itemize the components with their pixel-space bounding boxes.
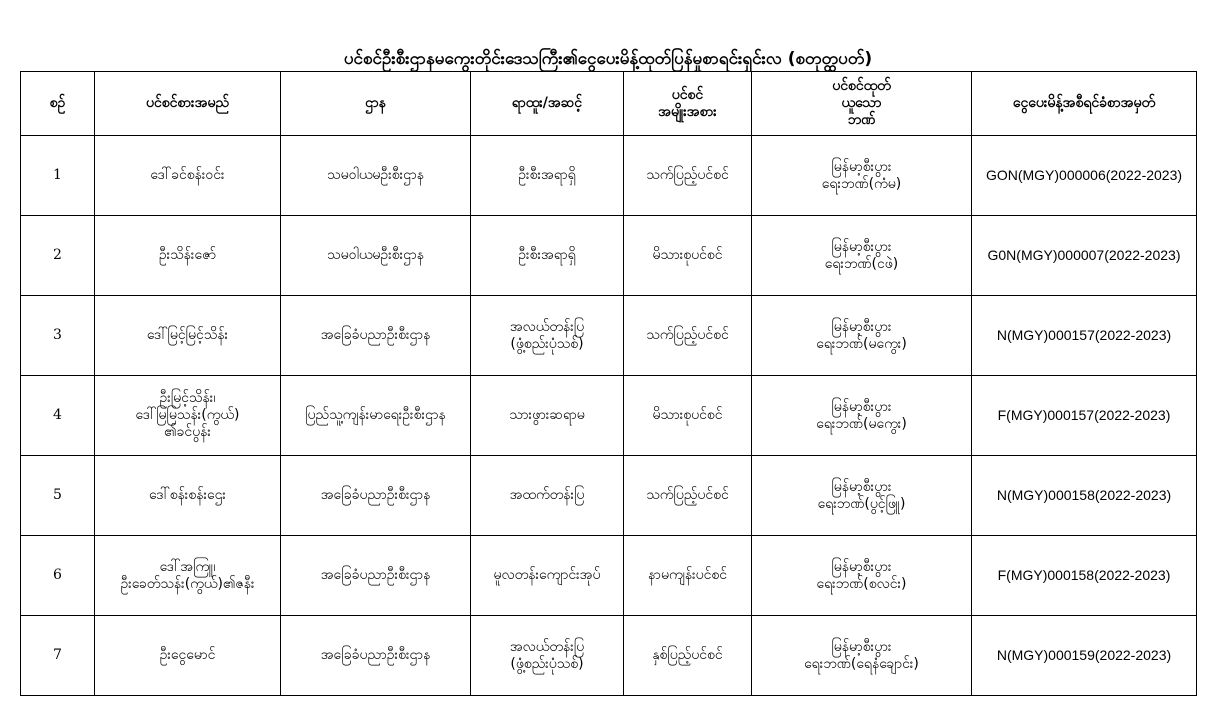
table-row: [21, 136, 1197, 216]
cell-bank-line: ရေးဘဏ်(ရေနံချောင်း): [804, 655, 919, 672]
cell-rank: [471, 456, 624, 536]
cell-name: [95, 456, 281, 536]
cell-rank-line: (ဖွံ့စည်းပုံသစ်): [510, 655, 584, 672]
cell-department: ပြည်သူ့ကျန်းမာရေးဦးစီးဌာန: [281, 376, 471, 456]
cell-name-line: ဦးငွေမောင်: [159, 647, 216, 663]
header-name: [95, 72, 281, 136]
cell-bank-line: ရေးဘဏ်(မကွေး): [816, 415, 907, 432]
cell-bank: [752, 456, 972, 536]
cell-name: [95, 296, 281, 376]
header-department: [281, 72, 471, 136]
cell-name-line: ဒေါ်မြင့်မြင့်သိန်း: [146, 327, 229, 343]
header-label: ပင်စင်ထုတ်: [832, 78, 891, 94]
cell-department: အခြေခံပညာဦးစီးဌာန: [281, 456, 471, 536]
cell-name-line: ဒေါ်ခင်စန်းဝင်း: [150, 167, 225, 183]
cell-no: 1: [21, 136, 95, 216]
cell-bank: [752, 376, 972, 456]
page-title: ပင်စင်ဦးစီးဌာနမကွေးတိုင်းဒေသကြီး၏ငွေပေးမိန့်ထုတ်ပြန်မှုစာရင်းရှင်းလ (စတုတ္ထပတ်): [343, 49, 873, 69]
cell-bank-line: မြန်မာ့စီးပွား: [831, 238, 892, 255]
cell-bank-line: မြန်မာ့စီးပွား: [831, 478, 892, 495]
cell-name: [95, 136, 281, 216]
header-label: ယူသော: [841, 95, 882, 111]
cell-report-code: N(MGY)000159(2022-2023): [972, 616, 1197, 696]
cell-name-line: ဦးသိန်းဇော်: [158, 247, 217, 263]
cell-department: အခြေခံပညာဦးစီးဌာန: [281, 536, 471, 616]
cell-bank-line: မြန်မာ့စီးပွား: [831, 398, 892, 415]
header-bank: [752, 72, 972, 136]
header-label: စဉ်: [49, 95, 66, 111]
cell-name-line: ဦးမြင့်သိန်း၊: [159, 390, 216, 406]
cell-name-line: ဒေါ်စန်းစန်းဌေး: [149, 487, 226, 503]
cell-bank-line: ရေးဘဏ်(မကွေး): [816, 335, 907, 352]
header-label: ဌာန: [365, 95, 386, 111]
cell-name: [95, 216, 281, 296]
header-no: [21, 72, 95, 136]
cell-rank-line: အလယ်တန်းပြ: [509, 318, 585, 335]
cell-no: 3: [21, 296, 95, 376]
header-label: ငွေပေးမိန့်အစီရင်ခံစာအမှတ်: [1012, 95, 1156, 111]
cell-bank: [752, 216, 972, 296]
cell-no: 4: [21, 376, 95, 456]
cell-rank-line: ဦးစီးအရာရှိ: [518, 247, 576, 263]
table-row: [21, 376, 1197, 456]
cell-rank: [471, 376, 624, 456]
cell-rank-line: သားဖွားဆရာမ: [509, 407, 585, 423]
cell-bank: [752, 616, 972, 696]
cell-rank: [471, 216, 624, 296]
cell-bank-line: ရေးဘဏ်(ပွင့်ဖြူ): [817, 495, 906, 512]
cell-bank: [752, 136, 972, 216]
table-header: [21, 72, 1197, 136]
cell-rank: [471, 616, 624, 696]
cell-rank-line: ဦးစီးအရာရှိ: [518, 167, 576, 183]
header-label: ပင်စင်: [671, 86, 704, 103]
cell-bank-line: ရေးဘဏ်(ကံမ): [821, 175, 902, 192]
table-row: [21, 536, 1197, 616]
cell-department: အခြေခံပညာဦးစီးဌာန: [281, 296, 471, 376]
header-label: ပင်စင်စားအမည်: [146, 95, 229, 111]
cell-bank-line: ရေးဘဏ်(ငဖဲ): [824, 255, 899, 272]
cell-no: 2: [21, 216, 95, 296]
cell-name: [95, 536, 281, 616]
cell-report-code: GON(MGY)000006(2022-2023): [972, 136, 1197, 216]
header-label: ဘဏ်: [847, 112, 876, 128]
cell-department: အခြေခံပညာဦးစီးဌာန: [281, 616, 471, 696]
header-row: [21, 72, 1197, 136]
cell-name-line: ဦးခေတ်သန်း(ကွယ်)၏ဇနီး: [120, 575, 255, 592]
cell-rank-line: မူလတန်းကျောင်းအုပ်: [493, 567, 601, 583]
cell-pension-type: မိသားစုပင်စင်: [624, 216, 752, 296]
cell-pension-type: နှစ်ပြည့်ပင်စင်: [624, 616, 752, 696]
cell-report-code: N(MGY)000158(2022-2023): [972, 456, 1197, 536]
cell-pension-type: သက်ပြည့်ပင်စင်: [624, 136, 752, 216]
header-report-code: [972, 72, 1197, 136]
cell-bank-line: မြန်မာ့စီးပွား: [831, 158, 892, 175]
cell-pension-type: မိသားစုပင်စင်: [624, 376, 752, 456]
cell-report-code: N(MGY)000157(2022-2023): [972, 296, 1197, 376]
cell-bank-line: မြန်မာ့စီးပွား: [831, 318, 892, 335]
table-row: [21, 616, 1197, 696]
cell-report-code: G0N(MGY)000007(2022-2023): [972, 216, 1197, 296]
cell-bank-line: မြန်မာ့စီးပွား: [831, 638, 892, 655]
cell-pension-type: နာမကျန်းပင်စင်: [624, 536, 752, 616]
cell-name-line: ဒေါ်အကြူ၊: [159, 558, 216, 575]
header-rank: [471, 72, 624, 136]
cell-name-line: ၏ခင်ပွန်း: [164, 424, 211, 440]
table-row: [21, 216, 1197, 296]
table-body: [21, 136, 1197, 696]
cell-name: [95, 376, 281, 456]
header-label: ရာထူး/အဆင့်: [511, 95, 583, 111]
cell-rank-line: အထက်တန်းပြ: [509, 487, 585, 503]
cell-rank: [471, 136, 624, 216]
cell-no: 6: [21, 536, 95, 616]
header-label: အမျိုးအစား: [658, 103, 717, 120]
header-pension-type: [624, 72, 752, 136]
cell-report-code: F(MGY)000157(2022-2023): [972, 376, 1197, 456]
cell-name: [95, 616, 281, 696]
cell-pension-type: သက်ပြည့်ပင်စင်: [624, 296, 752, 376]
cell-bank-line: မြန်မာ့စီးပွား: [831, 558, 892, 575]
pension-table: [20, 71, 1197, 696]
cell-rank: [471, 296, 624, 376]
cell-rank: [471, 536, 624, 616]
cell-department: သမဝါယမဦးစီးဌာန: [281, 136, 471, 216]
cell-bank: [752, 536, 972, 616]
cell-rank-line: အလယ်တန်းပြ: [509, 638, 585, 655]
cell-report-code: F(MGY)000158(2022-2023): [972, 536, 1197, 616]
cell-no: 7: [21, 616, 95, 696]
cell-no: 5: [21, 456, 95, 536]
table-row: [21, 456, 1197, 536]
cell-rank-line: (ဖွံ့စည်းပုံသစ်): [510, 335, 584, 352]
cell-pension-type: သက်ပြည့်ပင်စင်: [624, 456, 752, 536]
cell-bank: [752, 296, 972, 376]
cell-department: သမဝါယမဦးစီးဌာန: [281, 216, 471, 296]
table-row: [21, 296, 1197, 376]
cell-name-line: ဒေါ်မြမြသန်း(ကွယ်): [135, 407, 240, 423]
cell-bank-line: ရေးဘဏ်(စလင်း): [816, 575, 907, 592]
